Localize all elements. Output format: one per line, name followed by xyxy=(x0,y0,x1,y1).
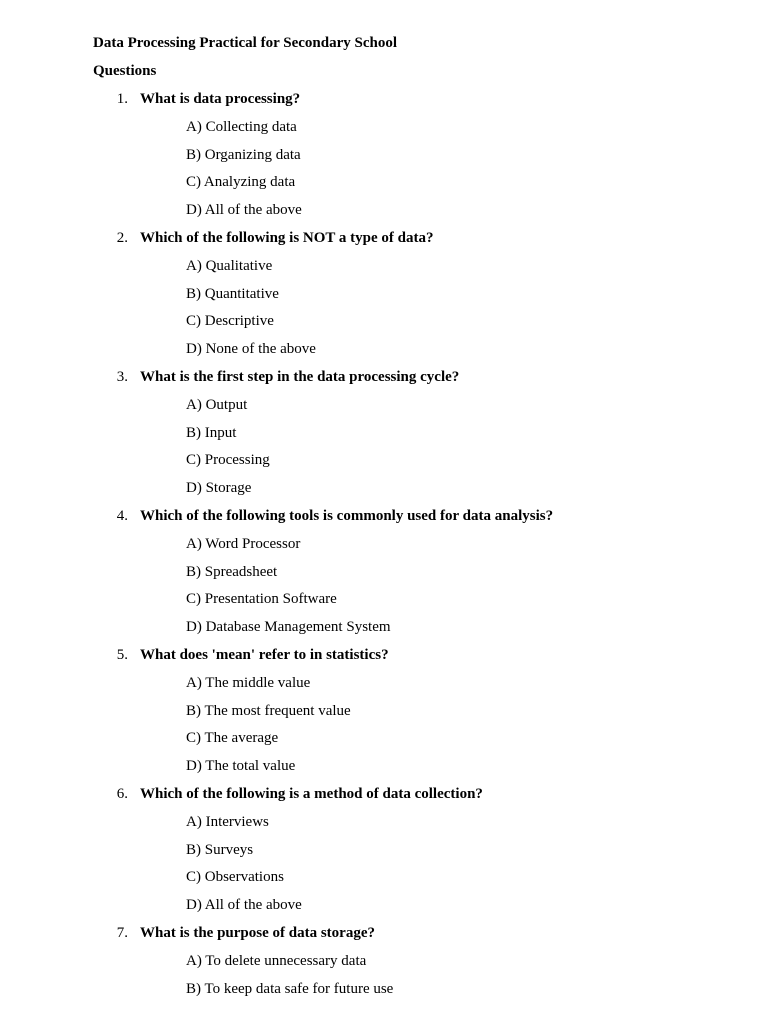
answer-option-text: B) The most frequent value xyxy=(186,702,351,719)
question-number: 1. xyxy=(116,91,128,107)
answer-option-text: C) The average xyxy=(186,730,279,747)
question-text: Which of the following is a method of data collection? xyxy=(140,785,483,802)
answer-option xyxy=(0,841,768,869)
answer-option xyxy=(0,868,768,896)
answer-option-text: C) Analyzing data xyxy=(186,174,296,191)
answer-option-text: A) Interviews xyxy=(186,813,269,830)
document-title: Data Processing Practical for Secondary School xyxy=(93,35,397,51)
question-text: What is data processing? xyxy=(140,91,301,107)
question-text: Which of the following is NOT a type of data? xyxy=(140,229,434,246)
answer-option-text: D) Storage xyxy=(186,480,252,497)
question-number: 4. xyxy=(116,507,128,524)
answer-option-text: B) Surveys xyxy=(186,841,254,858)
answer-option xyxy=(0,702,768,730)
answer-option-text: A) To delete unnecessary data xyxy=(186,952,367,969)
answer-option-text: D) All of the above xyxy=(186,202,302,219)
answer-option xyxy=(0,618,768,646)
answer-option xyxy=(0,563,768,591)
answer-option xyxy=(0,590,768,618)
question-number: 3. xyxy=(116,368,128,385)
question-item xyxy=(0,785,768,813)
answer-option-text: D) Database Management System xyxy=(186,619,391,636)
answer-option-text: A) Collecting data xyxy=(186,118,297,135)
answer-option xyxy=(0,312,768,340)
question-number: 7. xyxy=(116,924,128,941)
answer-option-text: B) Spreadsheet xyxy=(186,563,278,580)
answer-option-text: A) Word Processor xyxy=(186,535,301,552)
answer-option xyxy=(0,257,768,285)
question-number: 5. xyxy=(116,646,128,663)
answer-option xyxy=(0,729,768,757)
answer-option-text: C) Presentation Software xyxy=(186,591,337,608)
answer-option-text: B) Quantitative xyxy=(186,285,279,302)
question-item xyxy=(0,646,768,674)
question-item xyxy=(0,507,768,535)
answer-option-text: B) Input xyxy=(186,424,237,441)
answer-option-text: A) The middle value xyxy=(186,674,311,691)
question-text: What does 'mean' refer to in statistics? xyxy=(140,646,389,663)
answer-option-text: C) Processing xyxy=(186,452,270,469)
answer-option xyxy=(0,479,768,507)
answer-option xyxy=(0,118,768,146)
answer-option-text: B) Organizing data xyxy=(186,146,301,163)
question-list xyxy=(0,90,768,1007)
answer-option-text: A) Output xyxy=(186,396,248,413)
question-number: 6. xyxy=(116,785,128,802)
answer-option xyxy=(0,952,768,980)
question-item xyxy=(0,90,768,118)
answer-option xyxy=(0,340,768,368)
section-heading: Questions xyxy=(93,63,157,79)
question-number: 2. xyxy=(116,229,128,246)
answer-option-text: D) The total value xyxy=(186,758,296,775)
answer-option xyxy=(0,173,768,201)
answer-option xyxy=(0,757,768,785)
answer-option xyxy=(0,535,768,563)
answer-option-text: C) Observations xyxy=(186,869,284,886)
question-item xyxy=(0,924,768,952)
answer-option xyxy=(0,451,768,479)
answer-option-text: C) Descriptive xyxy=(186,313,274,330)
answer-option-text: D) None of the above xyxy=(186,341,316,358)
question-text: What is the purpose of data storage? xyxy=(140,924,375,941)
answer-option xyxy=(0,201,768,229)
answer-option xyxy=(0,980,768,1008)
answer-option xyxy=(0,674,768,702)
answer-option xyxy=(0,396,768,424)
answer-option xyxy=(0,896,768,924)
answer-option-text: D) All of the above xyxy=(186,897,302,914)
answer-option xyxy=(0,285,768,313)
question-text: What is the first step in the data processing cycle? xyxy=(140,368,460,385)
answer-option xyxy=(0,424,768,452)
question-item xyxy=(0,368,768,396)
answer-option-text: B) To keep data safe for future use xyxy=(186,980,394,997)
question-text: Which of the following tools is commonly used for data analysis? xyxy=(140,507,554,524)
answer-option xyxy=(0,146,768,174)
question-item xyxy=(0,229,768,257)
answer-option-text: A) Qualitative xyxy=(186,257,273,274)
answer-option xyxy=(0,813,768,841)
